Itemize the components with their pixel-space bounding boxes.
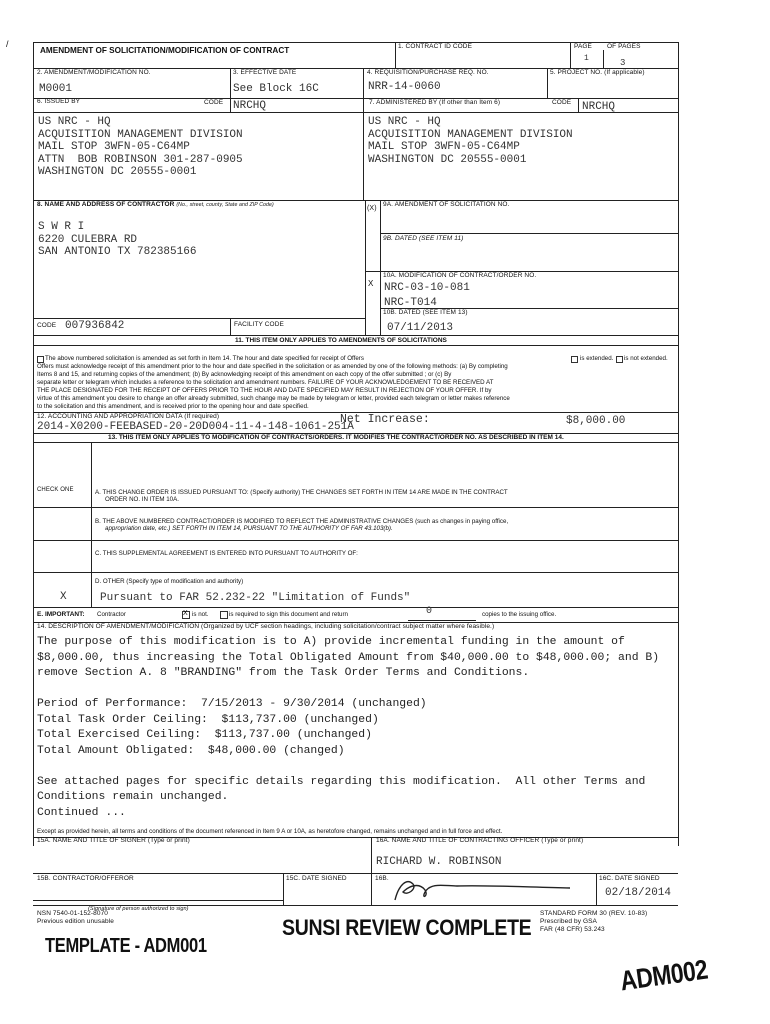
page-value: 1 xyxy=(584,54,589,63)
except-clause: Except as provided herein, all terms and conditions of the document referenced in Item 9 A or 10A, as heretofore changed, remains unchanged and in full force and effect. xyxy=(37,828,503,835)
page-label: PAGE xyxy=(574,43,592,50)
item14-label: 14. DESCRIPTION OF AMENDMENT/MODIFICATION (Organized by UCF section headings, including solicitation/contract subject matter where feasible.) xyxy=(37,623,495,630)
item13-d-line: D. OTHER (Specify type of modification and authority) xyxy=(95,578,244,585)
x-mark-9: (X) xyxy=(367,205,377,212)
block-16a-label: 16A. NAME AND TITLE OF CONTRACTING OFFICER (Type or print) xyxy=(376,837,584,844)
facility-code-label: FACILITY CODE xyxy=(234,321,284,328)
item14-description: The purpose of this modification is to A) provide incremental funding in the amount of $8,000.00, thus increasing the Total Obligated Amount from $40,000.00 to $48,000.00; and B) remove Section A. 8 "BRANDING" from the Task Order Terms and Conditions. Period of Performance: 7/15/2013 - 9/30/2014 (unchanged) Total Task Order Ceiling: $113,737.00 (unchanged) Total Exercised Ceiling: $113,737.00 (unchanged) Total Amount Obligated: $48,000.00 (changed) See attached pages for specific details regarding this modification. All other Terms and Conditions remain unchanged. Continued ... xyxy=(37,636,660,819)
item11-line7: to the solicitation and this amendment, and is received prior to the opening hour and date specified. xyxy=(37,403,309,410)
contractor-code-label: CODE xyxy=(37,322,57,329)
item13-b-line2: appropriation date, etc.) SET FORTH IN ITEM 14, PURSUANT TO THE AUTHORITY OF FAR 43.103(b). xyxy=(105,525,393,532)
is-not-text: is not. xyxy=(192,611,209,618)
important-label: E. IMPORTANT: xyxy=(37,611,85,618)
issued-by-label: 6. ISSUED BY xyxy=(37,98,81,105)
accounting-data: 2014-X0200-FEEBASED-20-20D004-11-4-148-1061-251A xyxy=(37,421,354,433)
is-required-checkbox[interactable] xyxy=(220,611,228,619)
admin-code-label: CODE xyxy=(552,99,572,106)
not-extended-checkbox[interactable] xyxy=(616,356,623,363)
item11-header: 11. THIS ITEM ONLY APPLIES TO AMENDMENTS OF SOLICITATIONS xyxy=(235,337,447,344)
nsn-text: NSN 7540-01-152-8070 xyxy=(37,910,109,917)
block-9b-label: 9B. DATED (SEE ITEM 11) xyxy=(383,235,464,242)
item11-line3: Items 8 and 15, and returning copies of the amendment; (b) By acknowledging receipt of this amendment on each copy of the offer submitted ; or (c) By xyxy=(37,371,452,378)
contractor-label: 8. NAME AND ADDRESS OF CONTRACTOR (No., street, county, State and ZIP Code) xyxy=(37,201,274,208)
effective-date-label: 3. EFFECTIVE DATE xyxy=(233,69,297,76)
item13-header: 13. THIS ITEM ONLY APPLIES TO MODIFICATION OF CONTRACTS/ORDERS. IT MODIFIES THE CONTRACT/ORDER NO. AS DESCRIBED IN ITEM 14. xyxy=(108,434,564,441)
block-10b-value: 07/11/2013 xyxy=(387,322,454,334)
block-10b-label: 10B. DATED (SEE ITEM 13) xyxy=(383,309,468,316)
prescribed-text: Prescribed by GSA xyxy=(540,918,597,925)
block-15a-label: 15A. NAME AND TITLE OF SIGNER (Type or print) xyxy=(37,837,190,844)
template-stamp: TEMPLATE - ADM001 xyxy=(45,934,207,958)
issued-by-address: US NRC - HQ ACQUISITION MANAGEMENT DIVISION MAIL STOP 3WFN-05-C64MP ATTN BOB ROBINSON 301-287-0905 WASHINGTON DC 20555-0001 xyxy=(38,116,243,179)
block-10a-label: 10A. MODIFICATION OF CONTRACT/ORDER NO. xyxy=(383,272,537,279)
issued-code-label: CODE xyxy=(204,99,224,106)
item13-b-line1: B. THE ABOVE NUMBERED CONTRACT/ORDER IS MODIFIED TO REFLECT THE ADMINISTRATIVE CHANGES (such as changes in paying office, xyxy=(95,518,509,525)
check-one-label: CHECK ONE xyxy=(37,487,74,493)
far-text: FAR (48 CFR) 53.243 xyxy=(540,926,605,933)
block-15b-label: 15B. CONTRACTOR/OFFEROR xyxy=(37,875,134,882)
block-9a-label: 9A. AMENDMENT OF SOLICITATION NO. xyxy=(383,201,510,208)
standard-form-text: STANDARD FORM 30 (REV. 10-83) xyxy=(540,910,648,917)
item11-line6: virtue of this amendment you desire to change an offer already submitted, such change may be made by telegram or letter, provided each telegram or letter makes reference xyxy=(37,395,510,402)
x-mark-10: X xyxy=(368,279,374,288)
contract-id-label: 1. CONTRACT ID CODE xyxy=(398,43,473,50)
is-not-x: X xyxy=(183,610,188,617)
not-extended-text: is not extended. xyxy=(624,355,668,362)
effective-date-value: See Block 16C xyxy=(233,83,319,95)
block-16c-value: 02/18/2014 xyxy=(605,887,672,899)
item13-d-value: Pursuant to FAR 52.232-22 "Limitation of Funds" xyxy=(100,592,411,604)
item13-a-line2: ORDER NO. IN ITEM 10A. xyxy=(105,496,179,503)
signature-image xyxy=(385,874,585,904)
is-required-text: is required to sign this document and return xyxy=(229,611,349,618)
net-increase-value: $8,000.00 xyxy=(566,415,626,427)
item13-c-line: C. THIS SUPPLEMENTAL AGREEMENT IS ENTERED INTO PURSUANT TO AUTHORITY OF: xyxy=(95,550,358,557)
item11-line2: Offers must acknowledge receipt of this amendment prior to the hour and date specified in the solicitation or as amended by one of the following methods: (a) By completing xyxy=(37,363,508,370)
block-16c-label: 16C. DATE SIGNED xyxy=(599,875,660,882)
block-10a-value: NRC-03-10-081 NRC-T014 xyxy=(384,282,470,309)
amendment-no-label: 2. AMENDMENT/MODIFICATION NO. xyxy=(37,69,151,76)
requisition-label: 4. REQUISITION/PURCHASE REQ. NO. xyxy=(367,69,489,76)
form-title: AMENDMENT OF SOLICITATION/MODIFICATION OF CONTRACT xyxy=(40,46,290,55)
item11-line1: The above numbered solicitation is amended as set forth in Item 14. The hour and date specified for receipt of Offers xyxy=(45,355,364,362)
requisition-value: NRR-14-0060 xyxy=(368,81,441,93)
of-pages-label: OF PAGES xyxy=(607,43,641,50)
amendment-no-value: M0001 xyxy=(39,83,73,95)
contractor-address: S W R I 6220 CULEBRA RD SAN ANTONIO TX 782385166 xyxy=(38,221,197,259)
block-15b-sub: (Signature of person authorized to sign) xyxy=(88,906,189,912)
pages-value: 3 xyxy=(620,58,626,68)
issued-code-value: NRCHQ xyxy=(233,100,267,112)
copies-value: 0 xyxy=(426,606,433,617)
previous-edition-text: Previous edition unusable xyxy=(37,918,114,925)
item12-label: 12. ACCOUNTING AND APPROPRIATION DATA (If required) xyxy=(37,413,220,420)
admin-code-value: NRCHQ xyxy=(582,101,616,113)
block-16b-label: 16B. xyxy=(375,875,389,882)
item13-d-mark: X xyxy=(60,591,67,603)
project-no-label: 5. PROJECT NO. (If applicable) xyxy=(550,69,645,76)
block-15c-label: 15C. DATE SIGNED xyxy=(286,875,347,882)
item11-line5: THE PLACE DESIGNATED FOR THE RECEIPT OF OFFERS PRIOR TO THE HOUR AND DATE SPECIFIED MAY RESULT IN REJECTION OF YOUR OFFER. If by xyxy=(37,387,492,394)
copies-to-text: copies to the issuing office. xyxy=(482,611,557,618)
administered-by-address: US NRC - HQ ACQUISITION MANAGEMENT DIVISION MAIL STOP 3WFN-05-C64MP WASHINGTON DC 20555-0001 xyxy=(368,116,573,166)
item13-a-line1: A. THIS CHANGE ORDER IS ISSUED PURSUANT TO: (Specify authority) THE CHANGES SET FORTH IN ITEM 14 ARE MADE IN THE CONTRACT xyxy=(95,489,508,496)
sunsi-review-stamp: SUNSI REVIEW COMPLETE xyxy=(282,915,532,941)
contractor-code-value: 007936842 xyxy=(65,320,125,332)
adm-stamp: ADM002 xyxy=(618,953,710,997)
administered-by-label: 7. ADMINISTERED BY (If other than Item 6) xyxy=(369,99,501,106)
contractor-word: Contractor xyxy=(97,611,126,618)
item11-line4: separate letter or telegram which includes a reference to the solicitation and amendment numbers. FAILURE OF YOUR ACKNOWLEDGEMENT TO BE RECEIVED AT xyxy=(37,379,494,386)
net-increase-label: Net Increase: xyxy=(340,413,430,426)
extended-text: is extended. xyxy=(580,355,614,362)
margin-mark: / xyxy=(6,39,9,49)
extended-checkbox[interactable] xyxy=(571,356,578,363)
item11-checkbox[interactable] xyxy=(37,356,44,363)
block-16a-value: RICHARD W. ROBINSON xyxy=(376,856,502,868)
